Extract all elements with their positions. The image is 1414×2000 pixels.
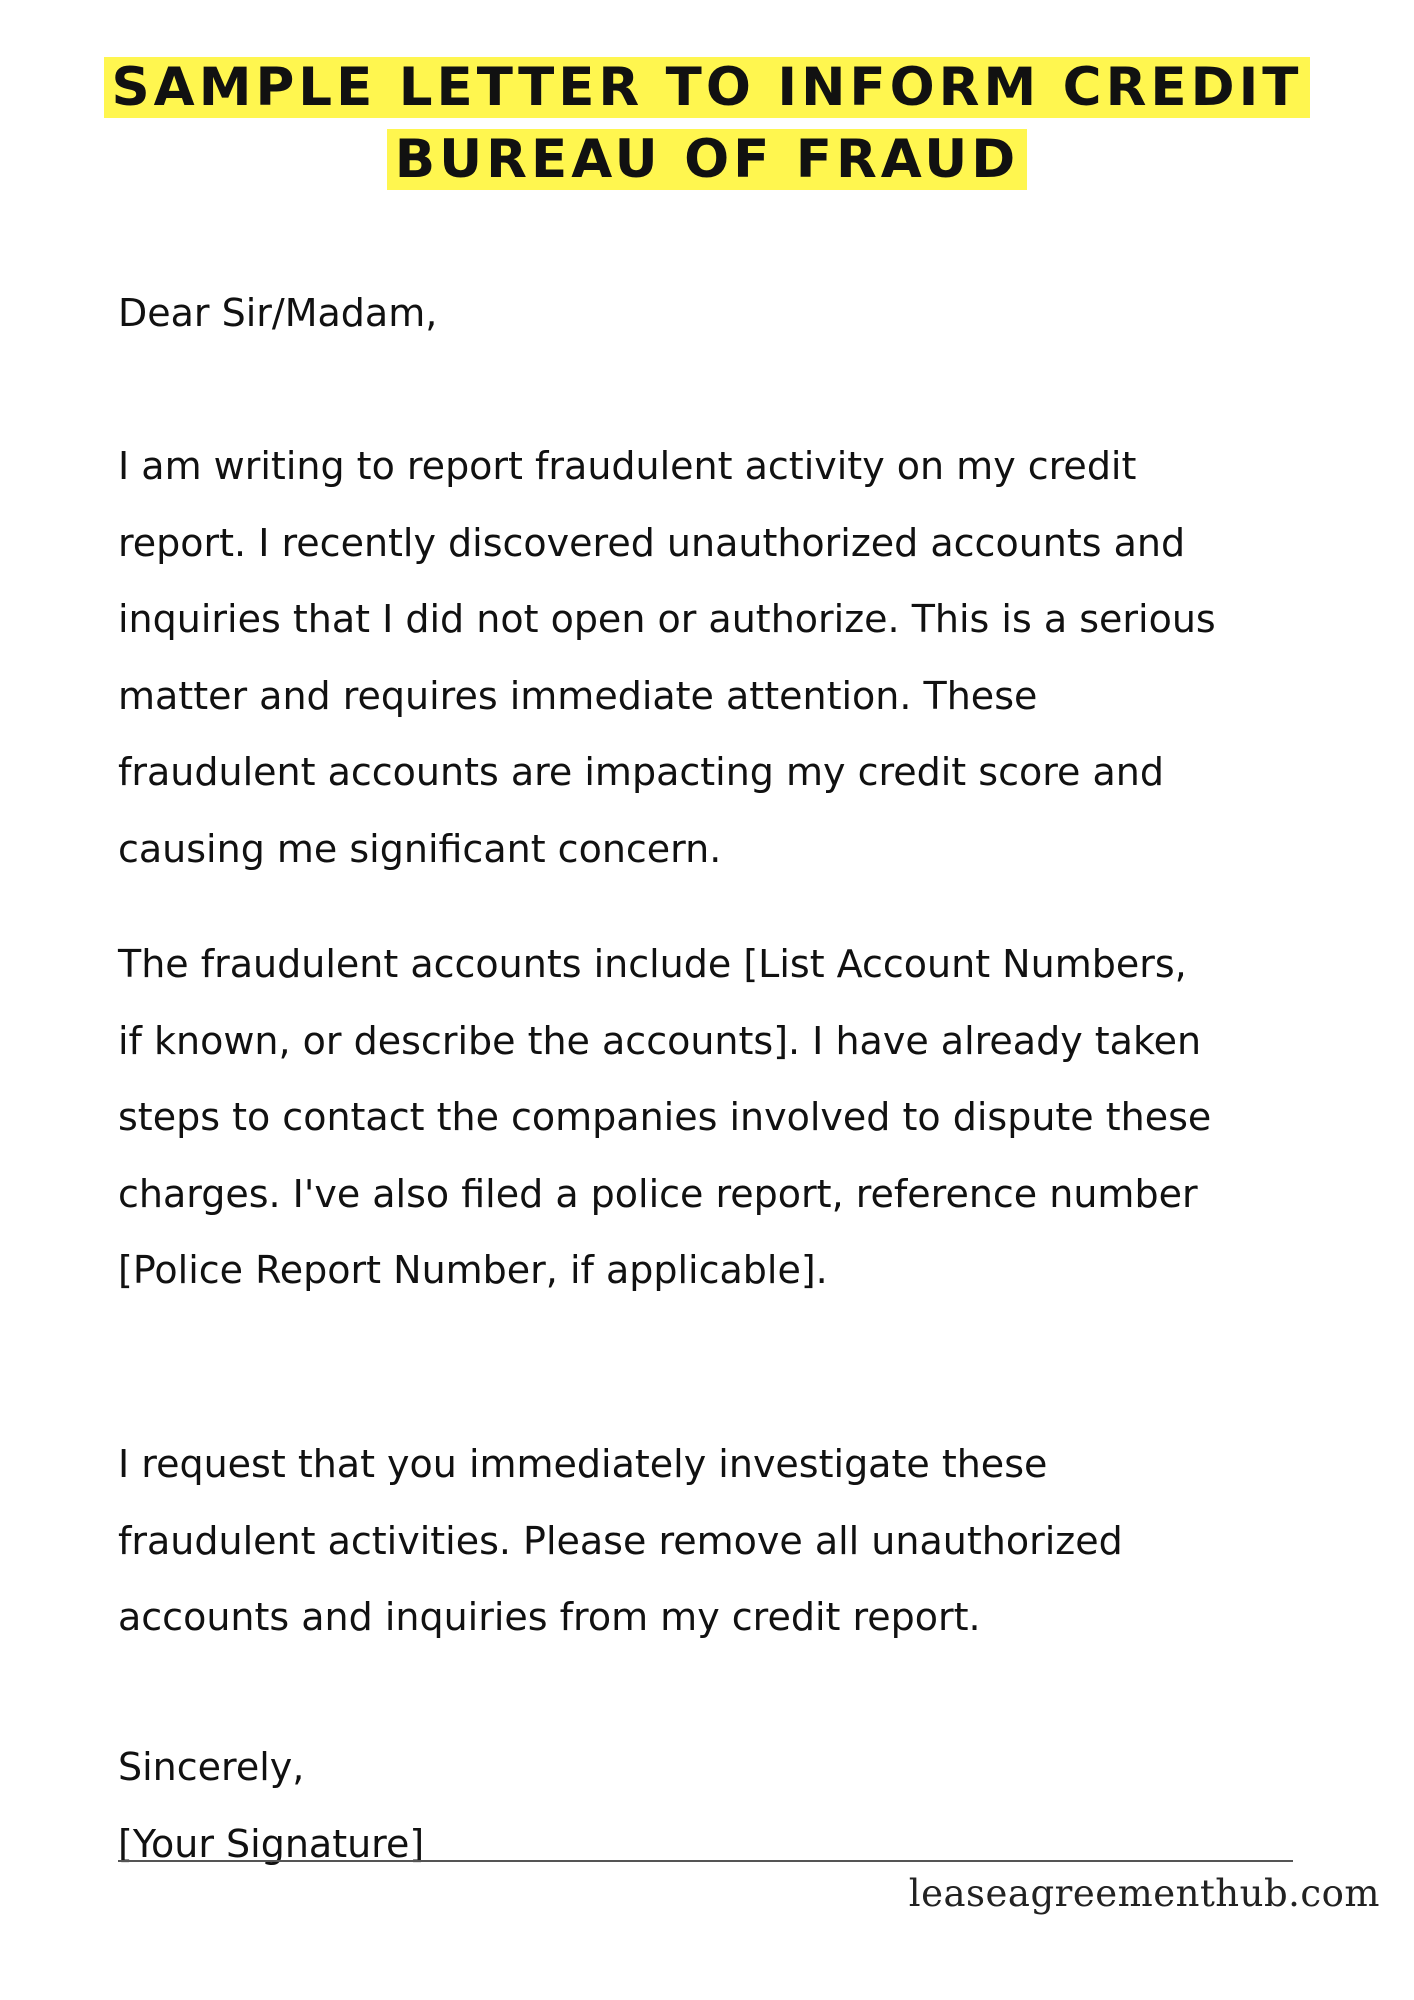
title-line-2: BUREAU OF FRAUD [387, 129, 1027, 190]
letter-closing: Sincerely, [118, 1745, 305, 1789]
signature-placeholder: [Your Signature] [118, 1822, 425, 1866]
page-title [0, 52, 1414, 196]
letter-paragraph-1: I am writing to report fraudulent activity on my credit report. I recently discovered unauthorized accounts and inquiries that I did not open or authorize. This is a serious matter and requires immediate attention. These fraudulent accounts are impacting my credit score and causing me significant concern. [118, 444, 1216, 871]
letter-paragraph-3: I request that you immediately investigate these fraudulent activities. Please remove all unauthorized accounts and inquiries from my credit report. [118, 1442, 1123, 1639]
letter-salutation: Dear Sir/Madam, [118, 291, 438, 335]
signature-line [118, 1860, 1293, 1862]
website-watermark: leaseagreementhub.com [908, 1872, 1380, 1915]
title-line-1: SAMPLE LETTER TO INFORM CREDIT [104, 57, 1311, 118]
letter-paragraph-2: The fraudulent accounts include [List Account Numbers, if known, or describe the accounts]. I have already taken steps to contact the companies involved to dispute these charges. I've also filed a police report, reference number [Police Report Number, if applicable]. [118, 942, 1212, 1292]
